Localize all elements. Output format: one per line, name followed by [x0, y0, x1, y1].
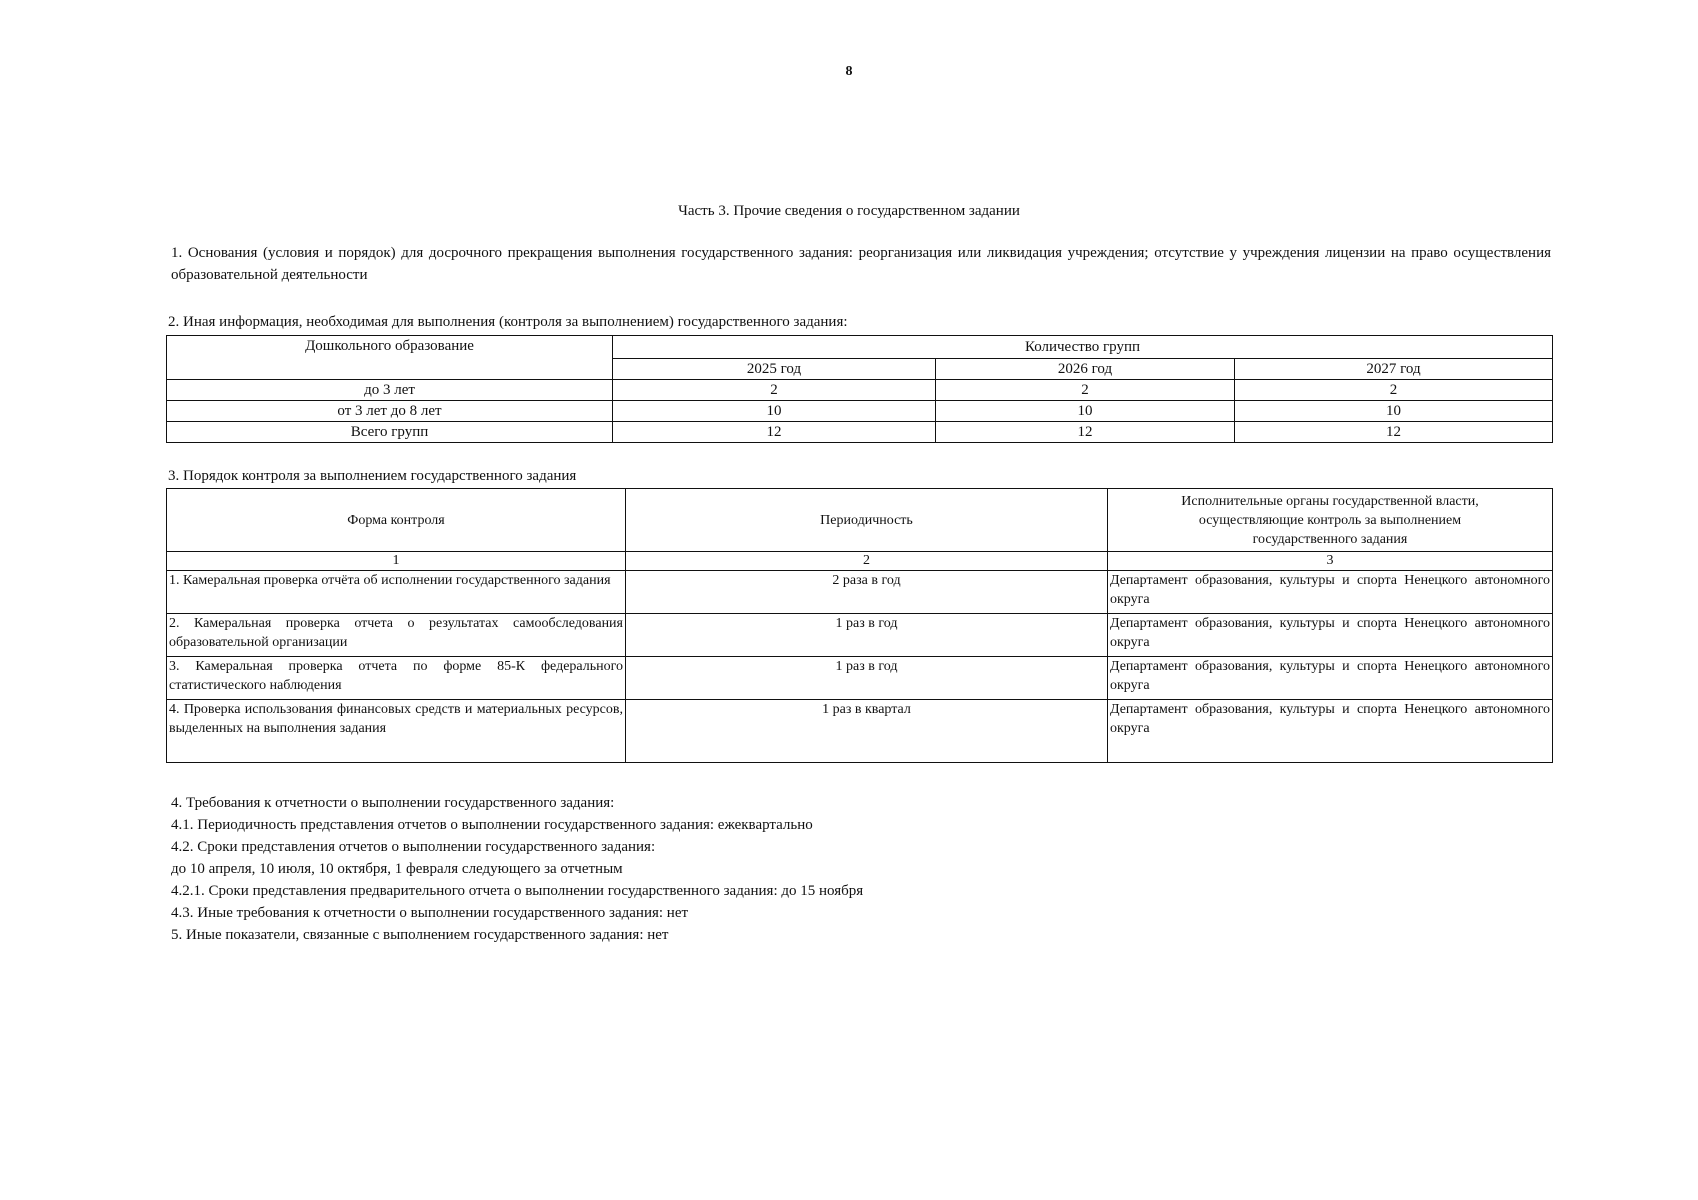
cell-value: 12	[613, 422, 936, 443]
table-row	[167, 380, 1553, 401]
table-row	[167, 700, 1553, 763]
year-header: 2026 год	[936, 359, 1235, 380]
cell-value: 12	[1235, 422, 1553, 443]
control-form: 4. Проверка использования финансовых средств и материальных ресурсов, выделенных на выполнения задания	[167, 700, 626, 763]
requirements-line: 4.1. Периодичность представления отчетов о выполнении государственного задания: ежеквартально	[171, 817, 813, 833]
column-number: 1	[167, 552, 626, 571]
table-row	[167, 401, 1553, 422]
control-body: Департамент образования, культуры и спорта Ненецкого автономного округа	[1108, 614, 1553, 657]
control-period: 1 раз в квартал	[626, 700, 1108, 763]
requirements-line: до 10 апреля, 10 июля, 10 октября, 1 февраля следующего за отчетным	[171, 861, 623, 877]
row-label: Всего групп	[167, 422, 613, 443]
section-3-label: 3. Порядок контроля за выполнением государственного задания	[168, 468, 577, 484]
table-row	[167, 614, 1553, 657]
control-body: Департамент образования, культуры и спорта Ненецкого автономного округа	[1108, 657, 1553, 700]
row-label: до 3 лет	[167, 380, 613, 401]
page-number: 8	[845, 64, 853, 79]
cell-value: 10	[1235, 401, 1553, 422]
column-number: 3	[1108, 552, 1553, 571]
table-row	[167, 422, 1553, 443]
header-period: Периодичность	[626, 489, 1108, 552]
cell-value: 10	[613, 401, 936, 422]
cell-value: 12	[936, 422, 1235, 443]
requirements-line: 4.3. Иные требования к отчетности о выполнении государственного задания: нет	[171, 905, 689, 921]
control-period: 2 раза в год	[626, 571, 1108, 614]
groups-count-header: Количество групп	[613, 336, 1553, 359]
control-body: Департамент образования, культуры и спорта Ненецкого автономного округа	[1108, 700, 1553, 763]
column-number: 2	[626, 552, 1108, 571]
row-label: от 3 лет до 8 лет	[167, 401, 613, 422]
header-form: Форма контроля	[167, 489, 626, 552]
control-period: 1 раз в год	[626, 657, 1108, 700]
groups-col-header: Дошкольного образование	[167, 336, 613, 380]
requirements-line: 4.2. Сроки представления отчетов о выполнении государственного задания:	[171, 839, 656, 855]
year-header: 2027 год	[1235, 359, 1553, 380]
part-title: Часть 3. Прочие сведения о государственном задании	[678, 203, 1020, 219]
year-header: 2025 год	[613, 359, 936, 380]
section-1-text: 1. Основания (условия и порядок) для досрочного прекращения выполнения государственного задания: реорганизация или ликвидация учреждения; отсутствие у учреждения лицензии на право осуществления образовательной деятельности	[171, 245, 1551, 283]
control-table	[166, 488, 1553, 763]
requirements-line: 4. Требования к отчетности о выполнении государственного задания:	[171, 795, 615, 811]
table-row	[167, 657, 1553, 700]
cell-value: 10	[936, 401, 1235, 422]
requirements-line: 5. Иные показатели, связанные с выполнением государственного задания: нет	[171, 927, 669, 943]
control-period: 1 раз в год	[626, 614, 1108, 657]
control-form: 2. Камеральная проверка отчета о результатах самообследования образовательной организации	[167, 614, 626, 657]
cell-value: 2	[1235, 380, 1553, 401]
section-2-label: 2. Иная информация, необходимая для выполнения (контроля за выполнением) государственного задания:	[168, 314, 848, 330]
control-body: Департамент образования, культуры и спорта Ненецкого автономного округа	[1108, 571, 1553, 614]
header-body: Исполнительные органы государственной власти, осуществляющие контроль за выполнением государственного задания	[1108, 489, 1553, 552]
requirements-line: 4.2.1. Сроки представления предварительного отчета о выполнении государственного задания: до 15 ноября	[171, 883, 864, 899]
table-row	[167, 571, 1553, 614]
cell-value: 2	[936, 380, 1235, 401]
control-form: 1. Камеральная проверка отчёта об исполнении государственного задания	[167, 571, 626, 614]
cell-value: 2	[613, 380, 936, 401]
groups-table	[166, 335, 1553, 443]
control-form: 3. Камеральная проверка отчета по форме 85-К федерального статистического наблюдения	[167, 657, 626, 700]
